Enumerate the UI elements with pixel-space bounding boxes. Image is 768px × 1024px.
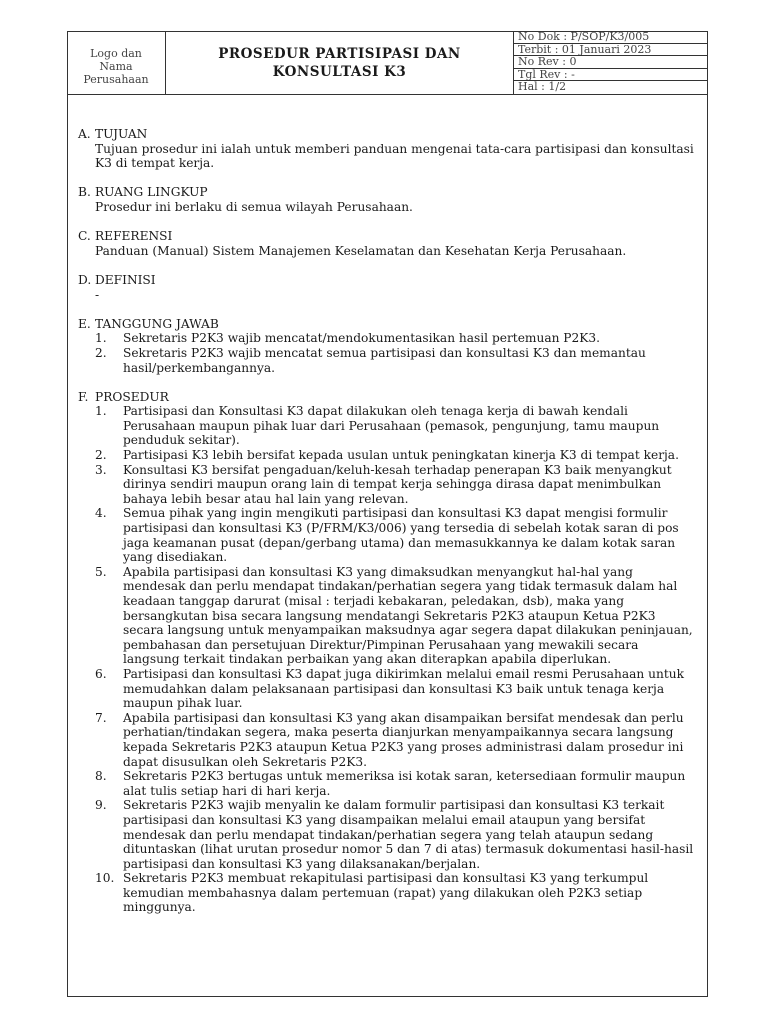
meta-revision-date: Tgl Rev : - — [514, 69, 707, 82]
list-item — [95, 331, 698, 346]
item-number: 3. — [95, 462, 107, 477]
section-definisi — [78, 273, 698, 302]
section-body: Prosedur ini berlaku di semua wilayah Perusahaan. — [95, 199, 413, 214]
item-number: 1. — [95, 331, 107, 346]
section-letter: B. — [78, 185, 91, 200]
section-prosedur — [78, 390, 698, 915]
document-header — [67, 31, 708, 95]
list-item — [95, 346, 698, 375]
responsibility-list — [78, 331, 698, 375]
item-number: 5. — [95, 564, 107, 579]
procedure-list — [78, 404, 698, 915]
meta-doc-number: No Dok : P/SOP/K3/005 — [514, 31, 707, 44]
document-title — [166, 31, 514, 94]
meta-page: Hal : 1/2 — [518, 81, 567, 94]
meta-issue-date: Terbit : 01 Januari 2023 — [514, 44, 707, 57]
section-heading: RUANG LINGKUP — [95, 185, 208, 200]
item-text: Konsultasi K3 bersifat pengaduan/keluh-kesah terhadap penerapan K3 baik menyangkut dirinya sendiri maupun orang lain di tempat kerja sehingga dirasa dapat menimbulkan bahaya lebih besar atau hal lain yang relevan. — [123, 462, 672, 506]
list-item — [95, 711, 698, 769]
section-heading: TUJUAN — [95, 127, 148, 141]
item-number: 8. — [95, 769, 107, 784]
logo-line: Perusahaan — [83, 73, 149, 86]
item-number: 2. — [95, 448, 107, 463]
section-tujuan — [78, 127, 698, 171]
list-item — [95, 769, 698, 798]
section-letter: A. — [78, 127, 91, 141]
section-ruang-lingkup — [78, 185, 698, 214]
item-number: 10. — [95, 871, 115, 886]
section-body: - — [95, 287, 100, 302]
item-number: 4. — [95, 506, 107, 521]
item-number: 2. — [95, 345, 107, 360]
item-number: 7. — [95, 710, 107, 725]
document-meta-table — [514, 31, 707, 94]
section-referensi — [78, 229, 698, 258]
title-line: KONSULTASI K3 — [272, 64, 407, 80]
section-letter: E. — [78, 316, 91, 331]
list-item — [95, 448, 698, 463]
company-logo-placeholder — [67, 31, 166, 94]
document-content — [78, 127, 698, 930]
section-body: Tujuan prosedur ini ialah untuk memberi panduan mengenai tata-cara partisipasi dan konsultasi K3 di tempat kerja. — [95, 141, 694, 171]
item-text: Partisipasi K3 lebih bersifat kepada usulan untuk peningkatan kinerja K3 di tempat kerja. — [123, 448, 679, 463]
section-letter: D. — [78, 272, 92, 287]
meta-revision-number: No Rev : 0 — [514, 56, 707, 69]
item-text: Sekretaris P2K3 wajib menyalin ke dalam formulir partisipasi dan konsultasi K3 terkait partisipasi dan konsultasi K3 yang disampaikan melalui email ataupun yang bersifat mendesak dan perlu mendapat tindakan/perhatian segera yang telah ataupun sedang dituntaskan (lihat urutan prosedur nomor 5 dan 7 di atas) termasuk dokumentasi hasil-hasil partisipasi dan konsultasi K3 yang dilaksanakan/berjalan. — [123, 798, 694, 871]
title-line: PROSEDUR PARTISIPASI DAN — [218, 46, 461, 62]
list-item — [95, 506, 698, 564]
list-item — [95, 404, 698, 448]
section-letter: C. — [78, 229, 91, 244]
item-text: Partisipasi dan Konsultasi K3 dapat dilakukan oleh tenaga kerja di bawah kendali Perusahaan maupun pihak luar dari Perusahaan (pemasok, pengunjung, tamu maupun penduduk sekitar). — [123, 404, 660, 448]
section-heading: DEFINISI — [95, 272, 156, 287]
list-item — [95, 798, 698, 871]
list-item — [95, 871, 698, 915]
section-heading: TANGGUNG JAWAB — [95, 316, 219, 331]
item-text: Apabila partisipasi dan konsultasi K3 yang akan disampaikan bersifat mendesak dan perlu perhatian/tindakan segera, maka peserta dianjurkan menyampaikannya secara langsung kepada Sekretaris P2K3 ataupun Ketua P2K3 yang proses administrasi dalam prosedur ini dapat disusulkan oleh Sekretaris P2K3. — [123, 710, 684, 769]
item-text: Sekretaris P2K3 wajib mencatat semua partisipasi dan konsultasi K3 dan memantau hasil/perkembangannya. — [123, 345, 646, 375]
section-heading: REFERENSI — [95, 229, 173, 244]
section-body: Panduan (Manual) Sistem Manajemen Keselamatan dan Kesehatan Kerja Perusahaan. — [95, 243, 627, 258]
item-text: Sekretaris P2K3 membuat rekapitulasi partisipasi dan konsultasi K3 yang terkumpul kemudian membahasnya dalam pertemuan (rapat) yang dilakukan oleh P2K3 setiap minggunya. — [123, 871, 649, 915]
item-number: 1. — [95, 404, 107, 419]
item-text: Partisipasi dan konsultasi K3 dapat juga dikirimkan melalui email resmi Perusahaan untuk memudahkan dalam pelaksanaan partisipasi dan konsultasi K3 baik untuk tenaga kerja maupun pihak luar. — [123, 666, 684, 711]
item-text: Apabila partisipasi dan konsultasi K3 yang dimaksudkan menyangkut hal-hal yang mendesak dan perlu mendapat tindakan/perhatian segera yang tidak termasuk dalam hal keadaan tanggap darurat (misal : terjadi kebakaran, peledakan, dsb), maka yang bersangkutan bisa secara langsung mendatangi Sekretaris P2K3 ataupun Ketua P2K3 secara langsung untuk menyampaikan maksudnya agar segera dapat dilakukan peninjauan, pembahasan dan persetujuan Direktur/Pimpinan Perusahaan yang mewakili secara langsung terkait tindakan perbaikan yang akan diterapkan apabila diperlukan. — [123, 564, 693, 667]
item-number: 6. — [95, 666, 107, 681]
logo-line: Logo dan — [90, 47, 142, 60]
item-text: Sekretaris P2K3 bertugas untuk memeriksa isi kotak saran, ketersediaan formulir maupun alat tulis setiap hari di hari kerja. — [123, 769, 686, 798]
section-heading: PROSEDUR — [95, 389, 169, 404]
item-text: Sekretaris P2K3 wajib mencatat/mendokumentasikan hasil pertemuan P2K3. — [123, 331, 600, 346]
item-text: Semua pihak yang ingin mengikuti partisipasi dan konsultasi K3 dapat mengisi formulir partisipasi dan konsultasi K3 (P/FRM/K3/006) yang tersedia di sebelah kotak saran di pos jaga keamanan pusat (depan/gerbang utama) dan memasukkannya ke dalam kotak saran yang disediakan. — [123, 506, 679, 565]
list-item — [95, 667, 698, 711]
list-item — [95, 565, 698, 667]
item-number: 9. — [95, 798, 107, 813]
list-item — [95, 463, 698, 507]
logo-line: Nama — [99, 60, 133, 73]
section-tanggung-jawab — [78, 317, 698, 375]
section-letter: F. — [78, 389, 89, 404]
